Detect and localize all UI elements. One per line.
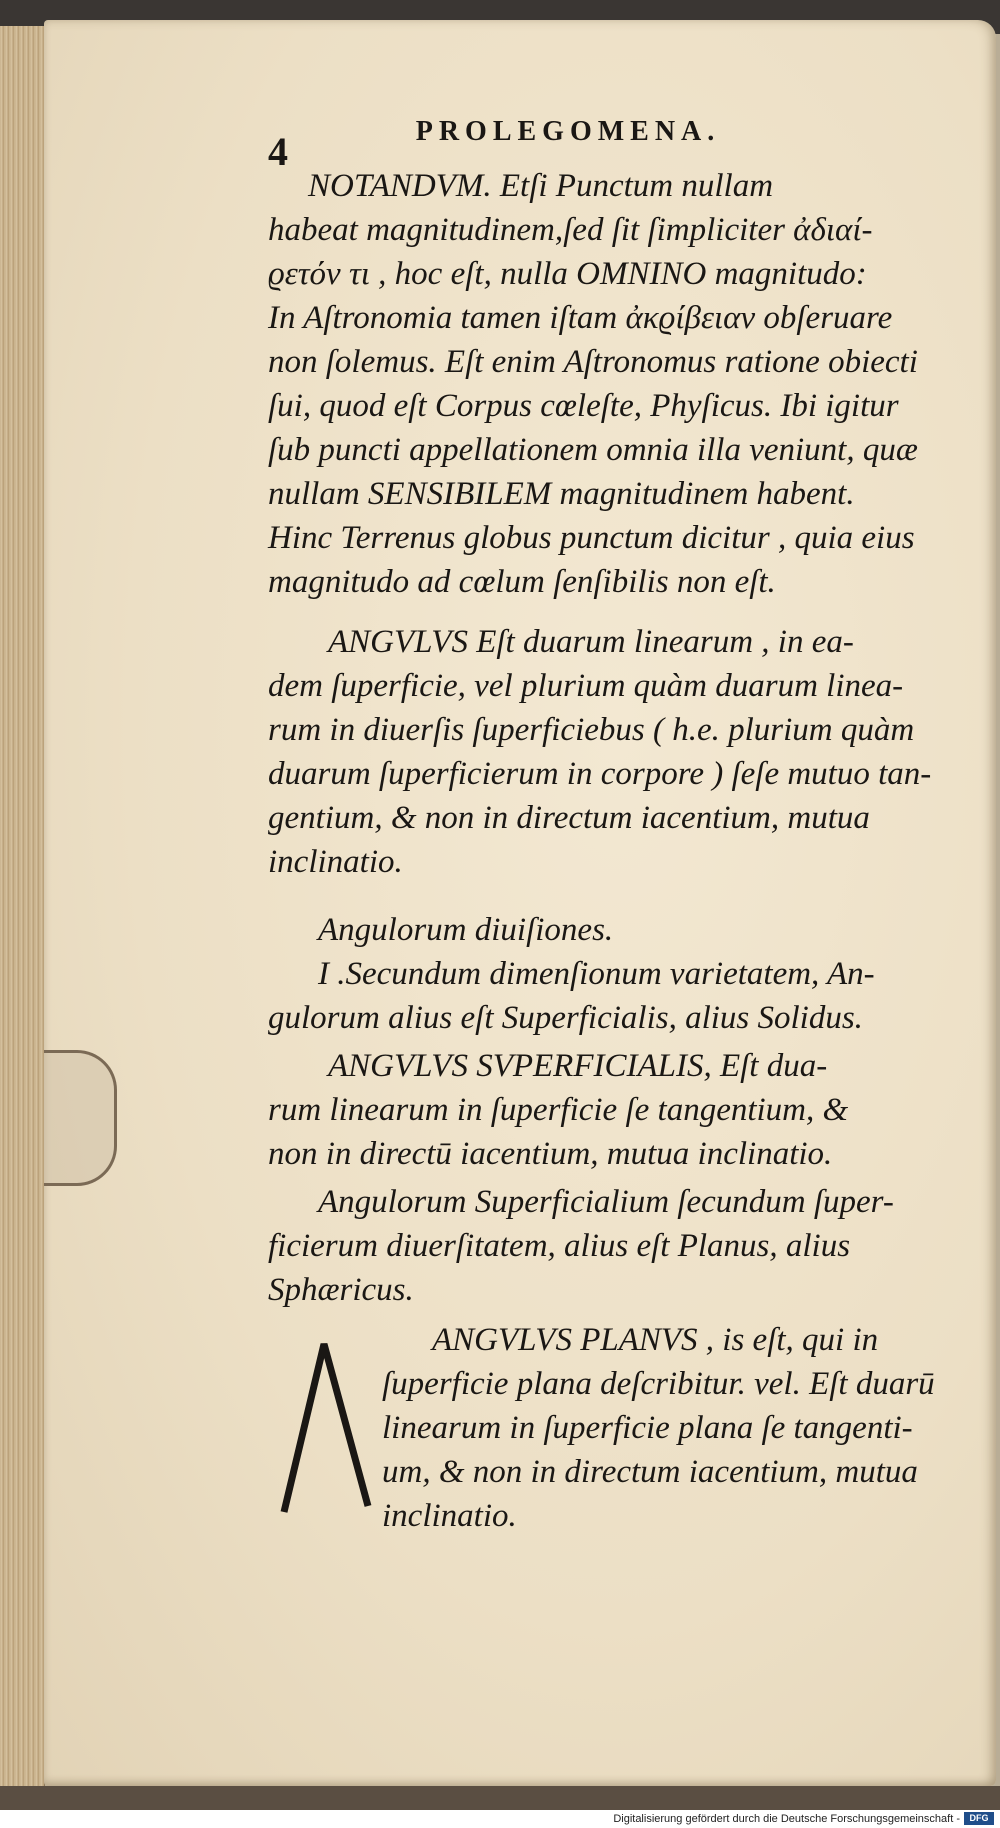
paragraph-angulus-planus xyxy=(382,1318,992,1538)
text-line: gulorum alius eſt Superficialis, alius Solidus. xyxy=(268,1000,863,1036)
running-title: PROLEGOMENA. xyxy=(415,116,721,147)
paragraph-angulus-superficialis xyxy=(268,1044,988,1176)
paragraph-angulorum-superficialium xyxy=(268,1180,988,1312)
section-heading: Angulorum diuiſiones. xyxy=(318,912,614,948)
text-line: ANGVLVS SVPERFICIALIS, Eſt dua- xyxy=(328,1048,828,1084)
text-line: linearum in ſuperficie plana ſe tangenti- xyxy=(382,1410,913,1446)
text-line: ϱετόν τι , hoc eſt, nulla OMNINO magnitudo: xyxy=(268,256,867,292)
text-line: inclinatio. xyxy=(382,1498,517,1534)
text-line: inclinatio. xyxy=(268,844,403,880)
text-line: habeat magnitudinem,ſed ſit ſimpliciter ἀδιαί- xyxy=(268,212,873,248)
text-line: I .Secundum dimenſionum varietatem, An- xyxy=(318,956,875,992)
text-line: NOTANDVM. Etſi Punctum nullam xyxy=(308,168,774,204)
text-line: magnitudo ad cœlum ſenſibilis non eſt. xyxy=(268,564,776,600)
text-line: Hinc Terrenus globus punctum dicitur , quia eius xyxy=(268,520,915,556)
book-fore-edge xyxy=(0,26,45,1786)
text-line: non ſolemus. Eſt enim Aſtronomus ratione obiecti xyxy=(268,344,918,380)
text-line: ſui, quod eſt Corpus cœleſte, Phyſicus. Ibi igitur xyxy=(268,388,899,424)
text-line: ANGVLVS PLANVS , is eſt, qui in xyxy=(432,1322,879,1358)
text-line: Angulorum Superficialium ſecundum ſuper- xyxy=(318,1184,894,1220)
text-line: duarum ſuperficierum in corpore ) ſeſe mutuo tan- xyxy=(268,756,932,792)
text-line: rum linearum in ſuperficie ſe tangentium, & xyxy=(268,1092,849,1128)
text-line: non in directū iacentium, mutua inclinatio. xyxy=(268,1136,833,1172)
page-number: 4 xyxy=(268,129,288,174)
digitization-credit xyxy=(0,1810,1000,1828)
book-clasp xyxy=(44,1050,117,1186)
text-line: um, & non in directum iacentium, mutua xyxy=(382,1454,918,1490)
text-line: ſuperficie plana deſcribitur. vel. Eſt duarū xyxy=(382,1366,935,1402)
credit-text: Digitalisierung gefördert durch die Deutsche Forschungsgemeinschaft - xyxy=(613,1813,960,1825)
angle-figure-icon xyxy=(276,1336,376,1516)
text-line: rum in diuerſis ſuperficiebus ( h.e. plurium quàm xyxy=(268,712,915,748)
text-line: Sphæricus. xyxy=(268,1272,414,1308)
text-line: ſub puncti appellationem omnia illa veniunt, quæ xyxy=(268,432,918,468)
dfg-logo: DFG xyxy=(964,1812,994,1825)
text-line: gentium, & non in directum iacentium, mutua xyxy=(268,800,870,836)
paragraph-notandum xyxy=(268,164,988,604)
text-line: dem ſuperficie, vel plurium quàm duarum linea- xyxy=(268,668,904,704)
text-line: In Aſtronomia tamen iſtam ἀκϱίβειαν obſeruare xyxy=(268,300,893,336)
text-line: nullam SENSIBILEM magnitudinem habent. xyxy=(268,476,855,512)
paragraph-angulus xyxy=(268,620,988,884)
scan-bottom-band xyxy=(0,1786,1000,1810)
paragraph-divisions xyxy=(268,908,988,1040)
text-line: ficierum diuerſitatem, alius eſt Planus, alius xyxy=(268,1228,851,1264)
text-line: ANGVLVS Eſt duarum linearum , in ea- xyxy=(328,624,854,660)
